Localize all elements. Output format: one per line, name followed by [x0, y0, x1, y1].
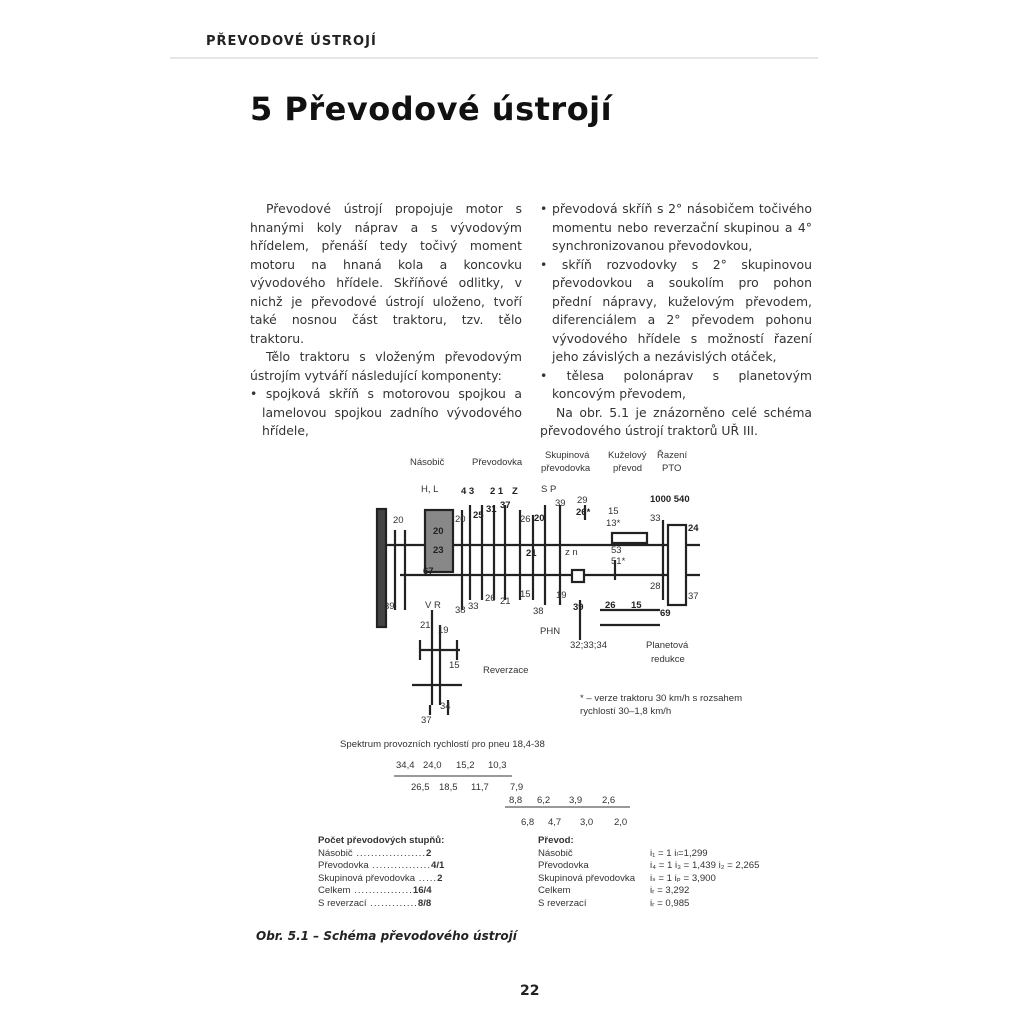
svg-text:21: 21: [526, 548, 537, 559]
svg-text:7,9: 7,9: [510, 782, 524, 793]
svg-text:13*: 13*: [606, 518, 621, 529]
label-z: Z: [512, 486, 518, 497]
table-row: Skupinová převodovka .....2: [318, 872, 443, 884]
label-phn-gears: 32;33;34: [570, 640, 607, 651]
label-zn: z n: [565, 547, 578, 558]
label-1000-540: 1000 540: [650, 494, 690, 505]
label-planet-2: redukce: [651, 654, 685, 665]
page-number: 22: [520, 983, 540, 999]
svg-text:20: 20: [393, 515, 404, 526]
svg-text:19: 19: [556, 590, 567, 601]
svg-text:38: 38: [455, 605, 466, 616]
svg-text:26: 26: [605, 600, 616, 611]
svg-text:69: 69: [660, 608, 671, 619]
speed-spectrum-title: Spektrum provozních rychlostí pro pneu 18,4-38: [340, 739, 545, 750]
svg-text:8,8: 8,8: [509, 795, 523, 806]
paragraph: Tělo traktoru s vloženým převodovým ústrojím vytváří následující komponenty:: [250, 349, 522, 383]
svg-text:10,3: 10,3: [488, 760, 507, 771]
svg-text:2,6: 2,6: [602, 795, 616, 806]
footnote-line: * – verze traktoru 30 km/h s rozsahem: [580, 693, 743, 704]
table-row: S reverzací iᵣ = 0,985: [538, 897, 690, 909]
table-row: S reverzací .............8/8: [318, 897, 432, 909]
table-row: Převodovka ................4/1: [318, 860, 445, 872]
label-kuzelovy-2: převod: [613, 463, 643, 474]
svg-text:4,7: 4,7: [548, 817, 562, 828]
label-kuzelovy: Kuželový: [608, 450, 647, 461]
svg-text:21: 21: [420, 620, 431, 631]
svg-text:37: 37: [688, 591, 699, 602]
svg-text:15,2: 15,2: [456, 760, 475, 771]
svg-text:51*: 51*: [611, 556, 626, 567]
svg-text:29: 29: [577, 495, 588, 506]
svg-text:33: 33: [650, 513, 661, 524]
svg-text:25: 25: [473, 510, 484, 521]
spectrum-row2-bottom: [521, 817, 627, 828]
svg-text:33: 33: [468, 601, 479, 612]
label-prevodovka: Převodovka: [472, 457, 523, 468]
label-nasobic: Násobič: [410, 457, 445, 468]
bullet-item: • převodová skříň s 2° násobičem točivého momentu nebo reverzační skupinou a 4° synchronizovanou převodovkou,: [540, 201, 812, 253]
bullet-item: • skříň rozvodovky s 2° skupinovou převodovkou a soukolím pro pohon přední nápravy, kuželovým převodem, diferenciálem a 2° převodem pohonu vývodového hřídele s možností řazení jeho závislých a nezávislých otáček,: [540, 256, 812, 364]
label-razeni: Řazení: [657, 450, 688, 461]
svg-text:20: 20: [433, 526, 444, 537]
svg-text:34,4: 34,4: [396, 760, 415, 771]
svg-text:21: 21: [500, 596, 511, 607]
table-row: Násobič ...................2: [318, 847, 432, 859]
table-row: Celkem ................16/4: [318, 885, 432, 897]
bullet-item: • spojková skříň s motorovou spojkou a lamelovou spojkou zadního vývodového hřídele,: [250, 386, 522, 438]
label-phn: PHN: [540, 626, 561, 637]
svg-text:15: 15: [608, 506, 619, 517]
svg-text:26: 26: [485, 593, 496, 604]
spectrum-row2-top: [509, 795, 615, 806]
bullet-item: • tělesa polonáprav s planetovým koncovým převodem,: [540, 367, 812, 401]
svg-text:34: 34: [440, 701, 451, 712]
footnote-line: rychlostí 30–1,8 km/h: [580, 705, 672, 717]
svg-text:3,0: 3,0: [580, 817, 594, 828]
spectrum-row1-bottom: [411, 782, 523, 793]
svg-text:37: 37: [421, 715, 432, 726]
svg-text:15: 15: [449, 660, 460, 671]
svg-text:26,5: 26,5: [411, 782, 430, 793]
paragraph: Na obr. 5.1 je znázorněno celé schéma převodového ústrojí traktorů UŘ III.: [540, 404, 812, 438]
svg-text:28: 28: [650, 581, 661, 592]
ratio-table: [538, 835, 759, 911]
label-21: 2 1: [490, 486, 504, 497]
svg-text:20: 20: [534, 513, 545, 524]
spectrum-row1-top: [396, 760, 507, 771]
label-skupinova-2: převodovka: [541, 463, 591, 474]
svg-text:31: 31: [486, 504, 497, 515]
table-row: Celkem iᵣ = 3,292: [538, 885, 690, 897]
svg-text:53: 53: [611, 545, 622, 556]
svg-text:20: 20: [455, 514, 466, 525]
svg-text:26: 26: [520, 514, 531, 525]
svg-text:38: 38: [533, 606, 544, 617]
label-reverzace: Reverzace: [483, 665, 529, 676]
svg-text:11,7: 11,7: [471, 782, 489, 793]
svg-text:24: 24: [688, 523, 699, 534]
svg-text:6,2: 6,2: [537, 795, 551, 806]
label-planet: Planetová: [646, 640, 689, 651]
svg-text:39: 39: [384, 601, 395, 612]
table-row: Převodovka i₄ = 1 i₃ = 1,439 i₂ = 2,265: [538, 860, 760, 872]
svg-text:39: 39: [555, 498, 566, 509]
stages-table: [318, 835, 444, 911]
svg-text:39: 39: [573, 602, 584, 613]
ratio-table-title: Převod:: [538, 835, 574, 846]
svg-text:3,9: 3,9: [569, 795, 583, 806]
svg-text:37: 37: [500, 500, 511, 511]
label-sp: S P: [541, 484, 557, 495]
label-vr: V R: [425, 600, 441, 611]
svg-text:67: 67: [423, 566, 434, 577]
svg-text:15: 15: [520, 589, 531, 600]
svg-text:26*: 26*: [576, 507, 591, 518]
paragraph: Převodové ústrojí propojuje motor s hnanými koly náprav a s vývodovým hřídelem, přenáší tedy točivý moment motoru na hnaná kola a koncovku vývodového hřídele. Skříňové odlitky, v nichž je převodové ústrojí uloženo, tvoří také nosnou část traktoru, tzv. tělo traktoru.: [250, 201, 522, 346]
label-skupinova: Skupinová: [545, 450, 590, 461]
svg-text:24,0: 24,0: [423, 760, 442, 771]
svg-text:18,5: 18,5: [439, 782, 458, 793]
chapter-title: 5 Převodové ústrojí: [250, 90, 613, 128]
stages-table-title: Počet převodových stupňů:: [318, 835, 445, 846]
label-hl: H, L: [421, 484, 439, 495]
table-row: Násobič i₁ = 1 iₗ=1,299: [538, 847, 708, 859]
svg-text:19: 19: [438, 625, 449, 636]
svg-text:2,0: 2,0: [614, 817, 628, 828]
svg-text:15: 15: [631, 600, 642, 611]
running-header: PŘEVODOVÉ ÚSTROJÍ: [206, 34, 377, 49]
figure-caption: Obr. 5.1 – Schéma převodového ústrojí: [256, 929, 517, 943]
svg-text:23: 23: [433, 545, 444, 556]
svg-text:6,8: 6,8: [521, 817, 535, 828]
label-43: 4 3: [461, 486, 475, 497]
label-razeni-2: PTO: [662, 463, 682, 474]
table-row: Skupinová převodovka iₛ = 1 iₚ = 3,900: [538, 872, 716, 884]
